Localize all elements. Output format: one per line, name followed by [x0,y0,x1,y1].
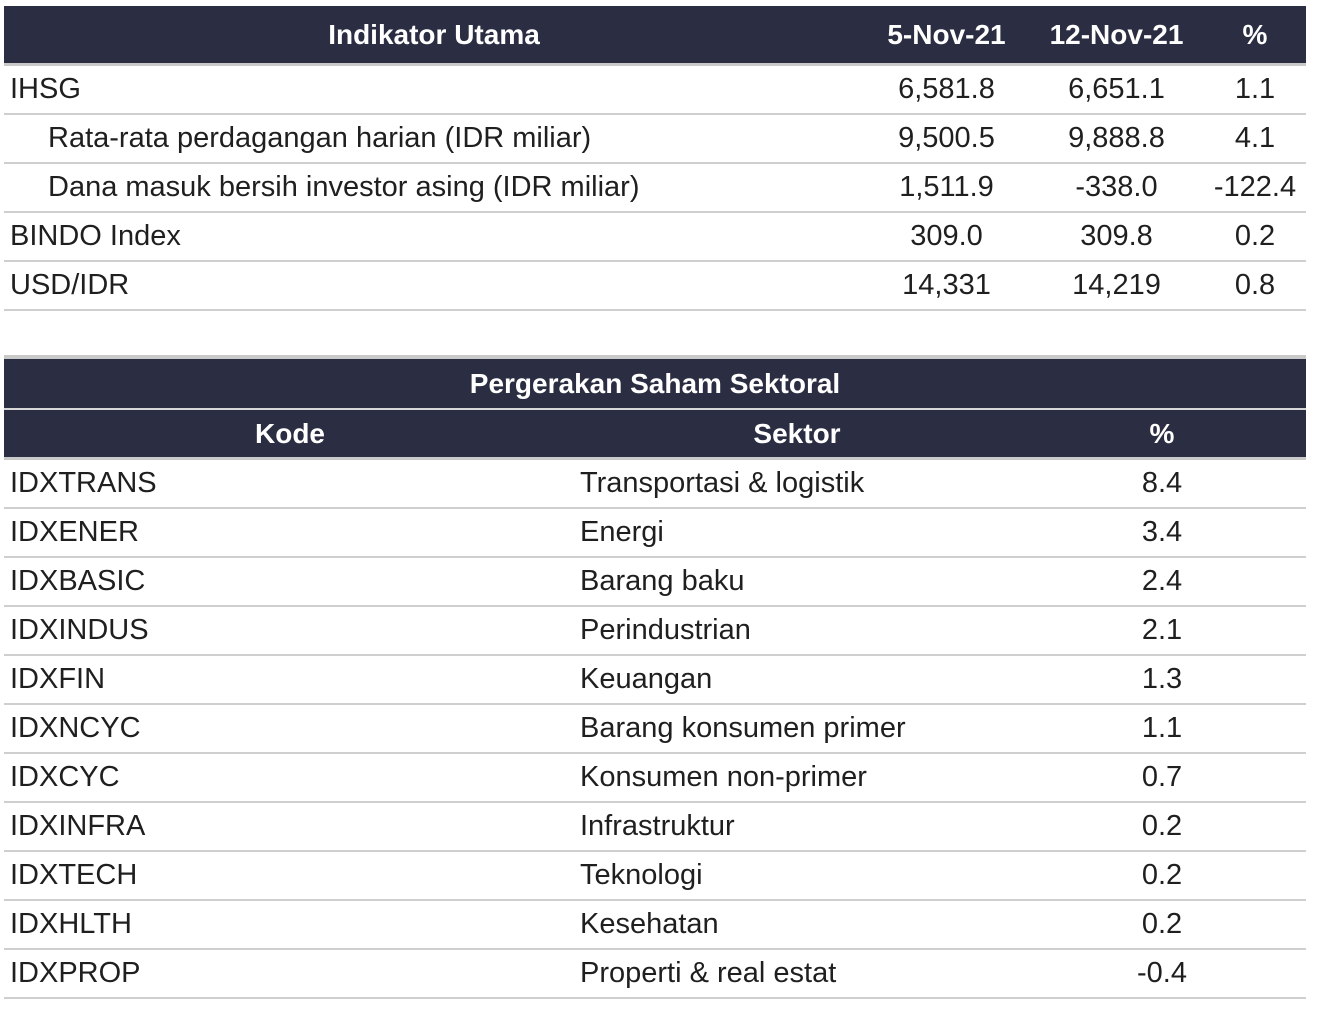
sectoral-table [4,355,1306,999]
indicators-table [4,6,1306,311]
sector-pct: 8.4 [1141,467,1183,499]
sector-row [4,705,1306,754]
sector-pct: 2.4 [1141,565,1183,597]
indicators-header [4,6,1306,66]
indicator-pct: 0.2 [1234,220,1276,252]
sectoral-title: Pergerakan Saham Sektoral [4,355,1306,410]
indicator-value1: 1,511.9 [899,171,994,203]
indicator-row [4,66,1306,115]
indicator-value2: -338.0 [1075,171,1158,203]
sector-pct: 1.3 [1141,663,1183,695]
sector-row [4,460,1306,509]
sector-name: Teknologi [580,859,703,891]
sector-code: IDXPROP [10,957,141,989]
indicator-pct: 1.1 [1234,73,1276,105]
sector-name: Keuangan [580,663,713,695]
indicator-value1: 6,581.8 [898,73,995,105]
sector-pct: 0.2 [1141,908,1183,940]
indicator-label: IHSG [10,73,81,105]
indicator-row [4,262,1306,311]
sector-row [4,803,1306,852]
header-pct: % [1149,417,1175,449]
sector-pct: -0.4 [1137,957,1187,989]
sector-name: Transportasi & logistik [580,467,865,499]
header-date1: 5-Nov-21 [887,18,1006,50]
indicator-value2: 6,651.1 [1068,73,1165,105]
sector-code: IDXINFRA [10,810,146,842]
sector-name: Barang baku [580,565,745,597]
indicator-value2: 9,888.8 [1068,122,1165,154]
indicator-value1: 309.0 [910,220,983,252]
header-code: Kode [255,417,325,449]
sector-code: IDXTRANS [10,467,157,499]
header-indicator: Indikator Utama [328,18,540,50]
indicator-pct: -122.4 [1213,171,1297,203]
sector-name: Barang konsumen primer [580,712,906,744]
sector-row [4,901,1306,950]
indicator-value1: 14,331 [902,269,991,301]
header-date2: 12-Nov-21 [1049,18,1184,50]
indicator-value1: 9,500.5 [898,122,995,154]
sector-pct: 2.1 [1141,614,1183,646]
header-sector: Sektor [753,417,841,449]
sectoral-header [4,410,1306,460]
sector-row [4,509,1306,558]
sector-code: IDXTECH [10,859,138,891]
sector-name: Perindustrian [580,614,751,646]
sector-pct: 3.4 [1141,516,1183,548]
indicator-label: Rata-rata perdagangan harian (IDR miliar) [48,122,592,154]
indicator-row [4,115,1306,164]
sector-pct: 0.2 [1141,810,1183,842]
sector-row [4,950,1306,999]
sector-code: IDXNCYC [10,712,141,744]
report-tables [4,6,1306,999]
indicator-value2: 14,219 [1072,269,1161,301]
indicator-label: BINDO Index [10,220,181,252]
sector-name: Konsumen non-primer [580,761,867,793]
sector-row [4,754,1306,803]
sector-row [4,607,1306,656]
sector-code: IDXINDUS [10,614,149,646]
sector-code: IDXFIN [10,663,106,695]
sector-code: IDXCYC [10,761,120,793]
sector-pct: 0.7 [1141,761,1183,793]
sector-name: Energi [580,516,664,548]
indicator-pct: 0.8 [1234,269,1276,301]
indicator-pct: 4.1 [1234,122,1276,154]
sector-code: IDXENER [10,516,139,548]
table-spacer [4,311,1306,355]
sector-pct: 1.1 [1141,712,1183,744]
sector-code: IDXBASIC [10,565,146,597]
sector-name: Infrastruktur [580,810,735,842]
indicator-label: USD/IDR [10,269,130,301]
sector-code: IDXHLTH [10,908,132,940]
indicator-value2: 309.8 [1080,220,1153,252]
sector-name: Properti & real estat [580,957,837,989]
sector-name: Kesehatan [580,908,719,940]
sector-row [4,558,1306,607]
indicator-label: Dana masuk bersih investor asing (IDR miliar) [48,171,640,203]
sector-row [4,852,1306,901]
indicator-row [4,164,1306,213]
sector-row [4,656,1306,705]
indicator-row [4,213,1306,262]
header-pct: % [1242,18,1268,50]
sector-pct: 0.2 [1141,859,1183,891]
